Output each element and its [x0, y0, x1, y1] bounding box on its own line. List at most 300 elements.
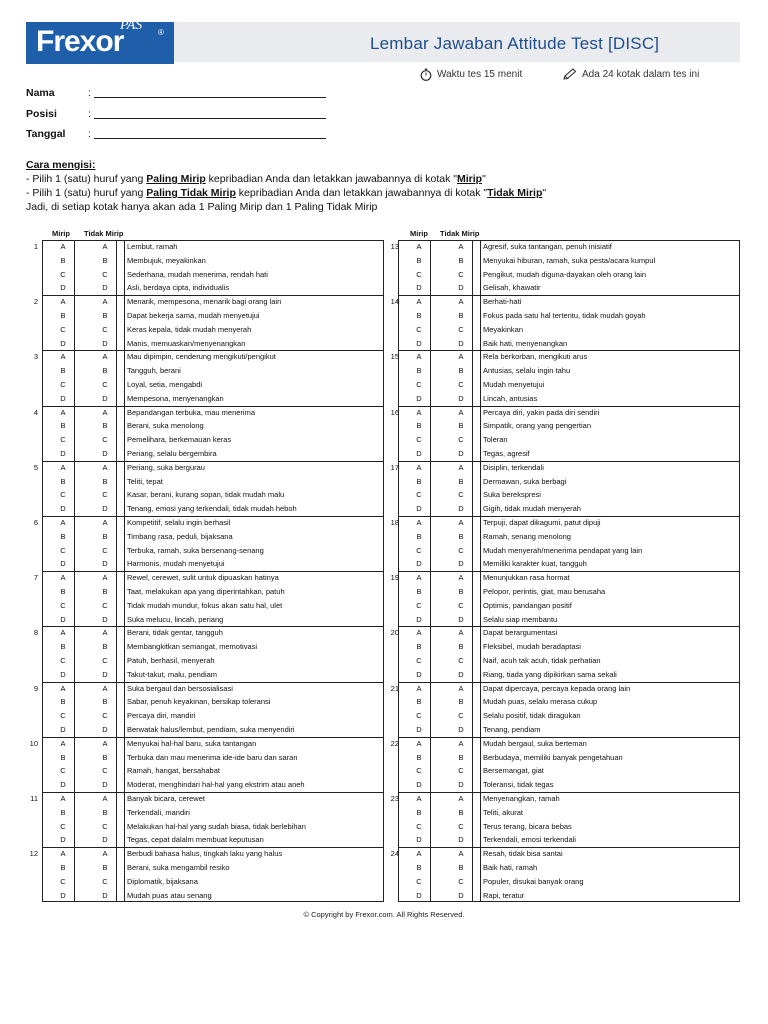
statement-text: Tenang, pendiam	[483, 725, 541, 734]
tidak-mirip-option[interactable]: B	[458, 366, 464, 376]
tidak-mirip-option[interactable]: A	[102, 242, 108, 251]
tidak-mirip-option[interactable]: D	[102, 780, 108, 790]
mirip-option[interactable]: A	[416, 352, 422, 362]
tidak-mirip-option[interactable]: D	[102, 725, 108, 734]
mirip-option[interactable]: A	[416, 573, 422, 583]
tidak-mirip-option[interactable]: C	[102, 600, 108, 610]
statement-text: Mudah bergaul, suka berteman	[483, 738, 587, 748]
mirip-option[interactable]: C	[60, 545, 66, 555]
mirip-option[interactable]: A	[416, 683, 422, 693]
tidak-mirip-option[interactable]: C	[102, 545, 108, 555]
statement-text: Kasar, berani, kurang sopan, tidak mudah malu	[127, 490, 285, 500]
tidak-mirip-option[interactable]: D	[102, 283, 108, 293]
statement-text: Dapat bekerja sama, mudah menyetujui	[127, 311, 260, 320]
statement-text: Berhati-hati	[483, 297, 522, 307]
statement-text: Berani, tidak gentar, tangguh	[127, 628, 223, 638]
tidak-mirip-option[interactable]: A	[458, 462, 464, 472]
mirip-option[interactable]: A	[416, 849, 422, 859]
position-label: Posisi	[26, 108, 57, 120]
tidak-mirip-option[interactable]: D	[102, 559, 108, 569]
mirip-option[interactable]: D	[416, 725, 422, 734]
tidak-mirip-option[interactable]: D	[458, 559, 464, 569]
mirip-option[interactable]: C	[416, 324, 422, 334]
mirip-option[interactable]: D	[60, 725, 66, 734]
tidak-mirip-option[interactable]: D	[102, 504, 108, 514]
mirip-option[interactable]: C	[416, 821, 422, 831]
tidak-mirip-option[interactable]: C	[458, 435, 464, 445]
mirip-option[interactable]: B	[416, 311, 422, 320]
mirip-option[interactable]: C	[60, 821, 66, 831]
statement-text: Berbudi bahasa halus, tingkah laku yang halus	[127, 849, 283, 859]
tidak-mirip-option[interactable]: A	[458, 628, 464, 638]
tidak-mirip-option[interactable]: B	[102, 587, 108, 596]
question-divider	[42, 847, 384, 848]
mirip-option[interactable]: A	[60, 628, 66, 638]
question-number: 13	[390, 242, 399, 251]
tidak-mirip-option[interactable]: C	[102, 435, 108, 445]
tidak-mirip-option[interactable]: D	[458, 890, 464, 900]
mirip-option[interactable]: A	[60, 352, 66, 362]
tidak-mirip-option[interactable]: A	[458, 738, 464, 748]
question-divider	[42, 571, 384, 572]
statement-text: Terbuka dan mau menerima ide-ide baru dan saran	[127, 752, 298, 762]
tidak-mirip-option[interactable]: A	[458, 352, 464, 362]
tidak-mirip-option[interactable]: D	[102, 338, 108, 348]
mirip-option[interactable]: C	[416, 600, 422, 610]
tidak-mirip-option[interactable]: C	[102, 821, 108, 831]
statement-text: Disiplin, terkendali	[483, 462, 544, 472]
statement-text: Harmonis, mudah menyetujui	[127, 559, 225, 569]
statement-text: Populer, disukai banyak orang	[483, 876, 584, 886]
mirip-option[interactable]: B	[60, 752, 66, 762]
pencil-icon	[563, 68, 577, 80]
instr-emphasis: Tidak Mirip	[487, 187, 543, 199]
mirip-option[interactable]: C	[416, 656, 422, 665]
tidak-mirip-option[interactable]: A	[458, 518, 464, 527]
question-number: 10	[29, 738, 38, 748]
tidak-mirip-option[interactable]: A	[458, 683, 464, 693]
mirip-option[interactable]: C	[60, 490, 66, 500]
mirip-option[interactable]: C	[60, 380, 66, 389]
tidak-mirip-option[interactable]: A	[102, 407, 108, 417]
statement-text: Naif, acuh tak acuh, tidak perhatian	[483, 656, 601, 665]
tidak-mirip-option[interactable]: B	[102, 531, 108, 541]
tidak-mirip-option[interactable]: B	[458, 311, 464, 320]
tidak-mirip-option[interactable]: D	[102, 449, 108, 458]
tidak-mirip-option[interactable]: D	[102, 669, 108, 679]
mirip-option[interactable]: D	[60, 835, 66, 845]
question-divider	[398, 571, 740, 572]
page-title: Lembar Jawaban Attitude Test [DISC]	[370, 34, 660, 53]
mirip-option[interactable]: C	[416, 380, 422, 389]
tidak-mirip-option[interactable]: B	[458, 642, 464, 652]
mirip-option[interactable]: A	[60, 242, 66, 251]
mirip-option[interactable]: B	[60, 255, 66, 265]
mirip-option[interactable]: D	[60, 559, 66, 569]
statement-text: Toleran	[483, 435, 508, 445]
tidak-mirip-option[interactable]: A	[458, 407, 464, 417]
instr-text: kepribadian Anda dan letakkan jawabannya di kotak "	[205, 173, 457, 185]
tidak-mirip-option[interactable]: A	[102, 849, 108, 859]
tidak-mirip-option[interactable]: A	[458, 242, 464, 251]
mirip-option[interactable]: A	[60, 518, 66, 527]
instr-emphasis: Paling Tidak Mirip	[146, 187, 236, 199]
statement-text: Rela berkorban, mengikuti arus	[483, 352, 588, 362]
statement-text: Tangguh, berani	[127, 366, 181, 376]
statement-text: Sederhana, mudah menerima, rendah hati	[127, 269, 268, 279]
statement-text: Agresif, suka tantangan, penuh inisiatif	[483, 242, 612, 251]
tidak-mirip-option[interactable]: B	[458, 255, 464, 265]
position-field[interactable]	[94, 109, 326, 119]
mirip-option[interactable]: D	[416, 614, 422, 624]
tidak-mirip-option[interactable]: A	[102, 297, 108, 307]
tidak-mirip-option[interactable]: B	[102, 752, 108, 762]
statement-text: Pelopor, perintis, giat, mau berusaha	[483, 587, 606, 596]
tidak-mirip-option[interactable]: D	[102, 614, 108, 624]
mirip-option[interactable]: B	[60, 587, 66, 596]
mirip-option[interactable]: D	[416, 559, 422, 569]
mirip-option[interactable]: B	[416, 421, 422, 431]
question-number: 17	[390, 462, 399, 472]
tidak-mirip-option[interactable]: C	[102, 766, 108, 776]
mirip-option[interactable]: A	[60, 407, 66, 417]
tidak-mirip-option[interactable]: B	[458, 863, 464, 872]
statement-text: Diplomatik, bijaksana	[127, 876, 198, 886]
mirip-option[interactable]: D	[416, 669, 422, 679]
mirip-option[interactable]: B	[416, 642, 422, 652]
mirip-option[interactable]: C	[416, 490, 422, 500]
mirip-option[interactable]: A	[416, 242, 422, 251]
tidak-mirip-option[interactable]: B	[458, 476, 464, 486]
question-number: 21	[390, 683, 399, 693]
statement-text: Menyukai hal-hal baru, suka tantangan	[127, 738, 257, 748]
statement-text: Periang, selalu bergembira	[127, 449, 217, 458]
mirip-option[interactable]: C	[60, 766, 66, 776]
tidak-mirip-option[interactable]: B	[102, 697, 108, 707]
mirip-option[interactable]: D	[60, 338, 66, 348]
statement-text: Toleransi, tidak tegas	[483, 780, 554, 790]
position-colon: :	[88, 108, 91, 120]
statement-text: Lincah, antusias	[483, 393, 538, 403]
tidak-mirip-option[interactable]: A	[458, 297, 464, 307]
mirip-option[interactable]: D	[60, 669, 66, 679]
mirip-option[interactable]: B	[416, 366, 422, 376]
tidak-mirip-option[interactable]: C	[458, 766, 464, 776]
tidak-mirip-option[interactable]: C	[102, 269, 108, 279]
tidak-mirip-option[interactable]: B	[458, 807, 464, 817]
tidak-mirip-option[interactable]: B	[458, 421, 464, 431]
mirip-option[interactable]: D	[60, 504, 66, 514]
tidak-mirip-option[interactable]: B	[102, 807, 108, 817]
tidak-mirip-option[interactable]: D	[458, 614, 464, 624]
tidak-mirip-option[interactable]: C	[458, 380, 464, 389]
statement-text: Timbang rasa, peduli, bijaksana	[127, 531, 233, 541]
mirip-option[interactable]: B	[416, 476, 422, 486]
name-colon: :	[88, 87, 91, 99]
mirip-option[interactable]: A	[60, 738, 66, 748]
mirip-option[interactable]: A	[416, 407, 422, 417]
mirip-option[interactable]: A	[416, 794, 422, 803]
tidak-mirip-option[interactable]: A	[102, 628, 108, 638]
tidak-mirip-option[interactable]: D	[458, 725, 464, 734]
question-divider	[42, 461, 384, 462]
instructions-heading: Cara mengisi:	[26, 159, 96, 171]
mirip-option[interactable]: B	[416, 531, 422, 541]
instr-text: "	[482, 173, 486, 185]
tidak-mirip-option[interactable]: D	[458, 283, 464, 293]
question-divider	[42, 737, 384, 738]
question-divider	[398, 406, 740, 407]
tidak-mirip-option[interactable]: C	[102, 490, 108, 500]
tidak-mirip-option[interactable]: D	[458, 504, 464, 514]
statement-text: Resah, tidak bisa santai	[483, 849, 563, 859]
mirip-option[interactable]: A	[416, 518, 422, 527]
statement-text: Manis, memuaskan/menyenangkan	[127, 338, 246, 348]
question-number: 14	[390, 297, 399, 307]
tidak-mirip-option[interactable]: C	[458, 269, 464, 279]
tidak-mirip-option[interactable]: C	[458, 821, 464, 831]
mirip-option[interactable]: B	[416, 807, 422, 817]
question-number: 11	[30, 794, 38, 803]
tidak-mirip-option[interactable]: B	[458, 752, 464, 762]
statement-text: Taat, melakukan apa yang diperintahkan, patuh	[127, 587, 285, 596]
tidak-mirip-option[interactable]: A	[102, 518, 108, 527]
col-header-tidak-right: Tidak Mirip	[440, 229, 480, 238]
statement-text: Percaya diri, mandiri	[127, 711, 196, 721]
mirip-option[interactable]: B	[60, 421, 66, 431]
mirip-option[interactable]: C	[60, 435, 66, 445]
mirip-option[interactable]: A	[60, 794, 66, 803]
mirip-option[interactable]: B	[416, 697, 422, 707]
question-number: 20	[390, 628, 399, 638]
mirip-option[interactable]: B	[416, 587, 422, 596]
statement-text: Riang, tiada yang dipikirkan sama sekali	[483, 669, 617, 679]
statement-text: Moderat, menghindari hal-hal yang ekstrim atau aneh	[127, 780, 305, 790]
mirip-option[interactable]: B	[416, 752, 422, 762]
tidak-mirip-option[interactable]: A	[102, 462, 108, 472]
question-divider	[398, 350, 740, 351]
mirip-option[interactable]: D	[416, 393, 422, 403]
question-divider	[398, 847, 740, 848]
tidak-mirip-option[interactable]: D	[458, 780, 464, 790]
statement-text: Suka melucu, lincah, periang	[127, 614, 224, 624]
name-label: Nama	[26, 87, 55, 99]
mirip-option[interactable]: D	[416, 504, 422, 514]
mirip-option[interactable]: D	[60, 780, 66, 790]
mirip-option[interactable]: A	[60, 683, 66, 693]
mirip-option[interactable]: D	[416, 283, 422, 293]
tidak-mirip-option[interactable]: C	[458, 324, 464, 334]
mirip-option[interactable]: C	[416, 435, 422, 445]
statement-text: Ramah, senang menolong	[483, 531, 571, 541]
mirip-option[interactable]: A	[60, 573, 66, 583]
statement-text: Gigih, tidak mudah menyerah	[483, 504, 581, 514]
statement-text: Dapat berargumentasi	[483, 628, 558, 638]
tidak-mirip-option[interactable]: C	[102, 656, 108, 665]
mirip-option[interactable]: C	[416, 876, 422, 886]
tidak-mirip-option[interactable]: C	[458, 490, 464, 500]
mirip-option[interactable]: D	[416, 835, 422, 845]
tidak-mirip-option[interactable]: C	[102, 876, 108, 886]
statement-text: Optimis, pandangan positif	[483, 600, 572, 610]
mirip-option[interactable]: D	[416, 890, 422, 900]
question-divider	[398, 626, 740, 627]
tidak-mirip-option[interactable]: B	[458, 531, 464, 541]
instr-text: - Pilih 1 (satu) huruf yang	[26, 173, 147, 185]
mirip-option[interactable]: A	[416, 628, 422, 638]
tidak-mirip-option[interactable]: C	[102, 380, 108, 389]
question-number: 15	[390, 352, 399, 362]
question-number: 9	[33, 683, 38, 693]
mirip-option[interactable]: C	[60, 324, 66, 334]
statement-text: Mudah puas atau senang	[127, 890, 212, 900]
question-number: 19	[390, 573, 399, 583]
statement-text: Patuh, berhasil, menyerah	[127, 656, 215, 665]
statement-text: Terkendali, mandiri	[127, 807, 190, 817]
tidak-mirip-option[interactable]: D	[102, 890, 108, 900]
statement-text: Pemelihara, berkemauan keras	[127, 435, 232, 445]
stopwatch-icon	[420, 68, 432, 81]
mirip-option[interactable]: D	[60, 393, 66, 403]
mirip-option[interactable]: D	[60, 283, 66, 293]
mirip-option[interactable]: D	[416, 449, 422, 458]
mirip-option[interactable]: B	[416, 255, 422, 265]
statement-text: Terkendali, emosi terkendali	[483, 835, 576, 845]
statement-text: Berani, suka mengambil resiko	[127, 863, 230, 872]
tidak-mirip-option[interactable]: C	[458, 656, 464, 665]
statement-text: Berani, suka menolong	[127, 421, 204, 431]
mirip-option[interactable]: D	[416, 338, 422, 348]
mirip-option[interactable]: A	[416, 738, 422, 748]
mirip-option[interactable]: A	[60, 462, 66, 472]
date-colon: :	[88, 128, 91, 140]
statement-text: Mempesona, menyenangkan	[127, 393, 224, 403]
tidak-mirip-option[interactable]: A	[102, 683, 108, 693]
mirip-option[interactable]: C	[416, 269, 422, 279]
tidak-mirip-option[interactable]: A	[458, 849, 464, 859]
tidak-mirip-option[interactable]: D	[458, 393, 464, 403]
statement-text: Tegas, agresif	[483, 449, 530, 458]
col-header-tidak-left: Tidak Mirip	[84, 229, 124, 238]
tidak-mirip-option[interactable]: B	[458, 587, 464, 596]
statement-text: Antusias, selalu ingin tahu	[483, 366, 571, 376]
mirip-option[interactable]: C	[416, 545, 422, 555]
instr-text: "	[542, 187, 547, 199]
tidak-mirip-option[interactable]: A	[458, 573, 464, 583]
statement-text: Dapat dipercaya, percaya kepada orang lain	[483, 683, 631, 693]
mirip-option[interactable]: D	[60, 890, 66, 900]
mirip-option[interactable]: B	[60, 697, 66, 707]
tidak-mirip-option[interactable]: B	[102, 311, 108, 320]
mirip-option[interactable]: B	[60, 366, 66, 376]
statement-text: Periang, suka bergurau	[127, 462, 205, 472]
mirip-option[interactable]: A	[60, 849, 66, 859]
mirip-option[interactable]: B	[60, 807, 66, 817]
tidak-mirip-option[interactable]: C	[458, 545, 464, 555]
mirip-option[interactable]: C	[416, 711, 422, 721]
date-field[interactable]	[94, 129, 326, 139]
statement-text: Tenang, emosi yang terkendali, tidak mudah heboh	[127, 504, 297, 514]
question-number: 24	[390, 849, 399, 859]
mirip-option[interactable]: B	[60, 863, 66, 872]
mirip-option[interactable]: D	[60, 614, 66, 624]
mirip-option[interactable]: A	[416, 297, 422, 307]
instr-text: - Pilih 1 (satu) huruf yang	[26, 187, 147, 199]
tidak-mirip-option[interactable]: C	[458, 711, 464, 721]
tidak-mirip-option[interactable]: B	[102, 863, 108, 872]
tidak-mirip-option[interactable]: B	[458, 697, 464, 707]
mirip-option[interactable]: B	[60, 531, 66, 541]
brand-tag: PAS	[120, 18, 143, 33]
tidak-mirip-option[interactable]: C	[458, 600, 464, 610]
tidak-mirip-option[interactable]: D	[458, 449, 464, 458]
tidak-mirip-option[interactable]: D	[102, 393, 108, 403]
mirip-option[interactable]: D	[60, 449, 66, 458]
mirip-option[interactable]: B	[60, 476, 66, 486]
tidak-mirip-option[interactable]: B	[102, 255, 108, 265]
col-header-mirip-right: Mirip	[410, 229, 428, 238]
tidak-mirip-option[interactable]: A	[102, 352, 108, 362]
mirip-option[interactable]: B	[416, 863, 422, 872]
instruction-line-1	[26, 172, 546, 186]
mirip-option[interactable]: C	[60, 269, 66, 279]
mirip-option[interactable]: C	[60, 711, 66, 721]
tidak-mirip-option[interactable]: A	[102, 738, 108, 748]
mirip-option[interactable]: C	[60, 876, 66, 886]
statement-text: Simpatik, orang yang pengertian	[483, 421, 591, 431]
tidak-mirip-option[interactable]: A	[102, 573, 108, 583]
statement-text: Keras kepala, tidak mudah menyerah	[127, 324, 252, 334]
mirip-option[interactable]: A	[60, 297, 66, 307]
tidak-mirip-option[interactable]: B	[102, 366, 108, 376]
name-field[interactable]	[94, 88, 326, 98]
question-divider	[42, 516, 384, 517]
question-divider	[42, 295, 384, 296]
tidak-mirip-option[interactable]: A	[458, 794, 464, 803]
brand-reg: ®	[158, 28, 164, 37]
tidak-mirip-option[interactable]: A	[102, 794, 108, 803]
tidak-mirip-option[interactable]: C	[102, 324, 108, 334]
question-divider	[398, 516, 740, 517]
tidak-mirip-option[interactable]: D	[458, 669, 464, 679]
mirip-option[interactable]: D	[416, 780, 422, 790]
statement-text: Fleksibel, mudah beradaptasi	[483, 642, 581, 652]
statement-text: Meyakinkan	[483, 324, 524, 334]
tidak-mirip-option[interactable]: D	[102, 835, 108, 845]
statement-text: Tegas, cepat dalalm membuat keputusan	[127, 835, 264, 845]
statement-text: Terpuji, dapat dikagumi, patut dipuji	[483, 518, 601, 527]
instruction-line-3: Jadi, di setiap kotak hanya akan ada 1 Paling Mirip dan 1 Paling Tidak Mirip	[26, 201, 378, 213]
statement-text: Gelisah, khawatir	[483, 283, 541, 293]
mirip-option[interactable]: C	[60, 600, 66, 610]
mirip-option[interactable]: C	[416, 766, 422, 776]
tidak-mirip-option[interactable]: B	[102, 476, 108, 486]
mirip-option[interactable]: C	[60, 656, 66, 665]
question-divider	[42, 626, 384, 627]
tidak-mirip-option[interactable]: B	[102, 642, 108, 652]
tidak-mirip-option[interactable]: C	[458, 876, 464, 886]
tidak-mirip-option[interactable]: C	[102, 711, 108, 721]
statement-text: Suka bergaul dan bersosialisasi	[127, 683, 233, 693]
mirip-option[interactable]: A	[416, 462, 422, 472]
tidak-mirip-option[interactable]: D	[458, 338, 464, 348]
mirip-option[interactable]: B	[60, 642, 66, 652]
mirip-option[interactable]: B	[60, 311, 66, 320]
statement-text: Mau dipimpin, cenderung mengikuti/pengikut	[127, 352, 276, 362]
tidak-mirip-option[interactable]: B	[102, 421, 108, 431]
tidak-mirip-option[interactable]: D	[458, 835, 464, 845]
statement-text: Asli, berdaya cipta, individualis	[127, 283, 230, 293]
